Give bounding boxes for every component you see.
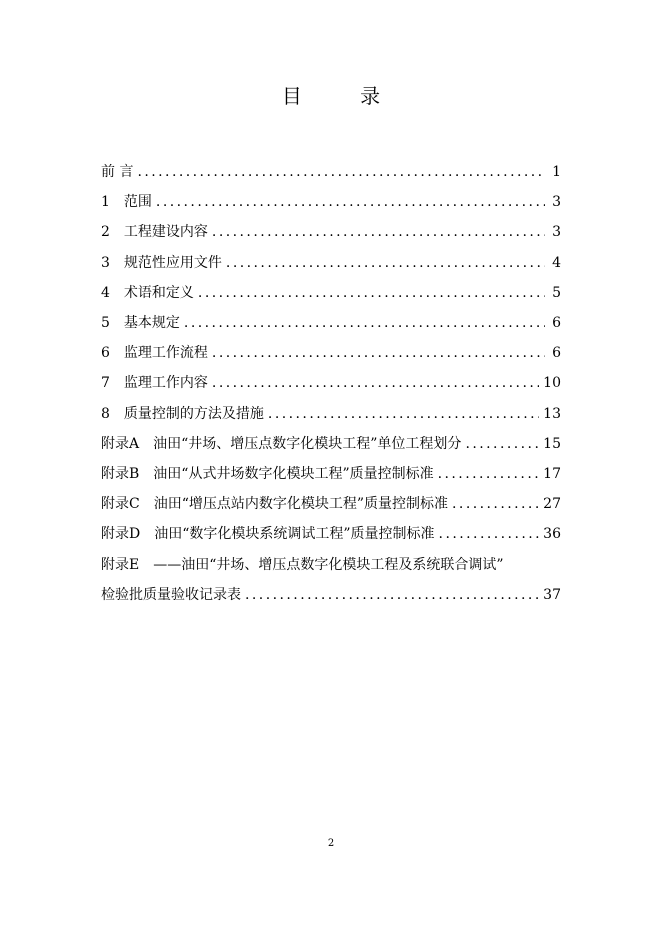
toc-entry[interactable] [101,217,561,247]
toc-entry-page: 27 [543,496,561,513]
toc-entry[interactable] [101,368,561,398]
toc-entry-label: 1 范围 [101,194,152,211]
toc-leader [439,525,540,543]
toc-leader [245,586,539,604]
toc-entry-page: 13 [543,405,561,422]
toc-leader [137,163,545,181]
toc-leader [156,193,545,211]
toc-entry-page: 1 [552,164,561,181]
toc-leader [465,435,539,453]
toc-leader [198,284,545,302]
toc-entry-page: 3 [552,194,561,211]
toc-leader [268,405,539,423]
toc-entry[interactable] [101,248,561,278]
toc-leader [226,254,545,272]
toc-entry-page: 17 [543,465,561,482]
toc-entry-label: 8 质量控制的方法及措施 [101,405,264,422]
toc-entry-label: 附录B 油田“从式井场数字化模块工程”质量控制标准 [101,465,434,482]
table-of-contents [101,157,561,610]
toc-entry-page: 15 [543,435,561,452]
toc-entry[interactable] [101,489,561,519]
toc-leader [438,465,540,483]
toc-entry-label: 2 工程建设内容 [101,224,208,241]
toc-leader [212,374,539,392]
toc-entry-label: 7 监理工作内容 [101,375,208,392]
toc-entry-label: 5 基本规定 [101,315,180,332]
toc-entry-page: 6 [552,345,561,362]
page-number: 2 [327,838,335,849]
toc-entry[interactable] [101,187,561,217]
toc-entry[interactable] [101,459,561,489]
toc-entry[interactable] [101,157,561,187]
toc-leader [452,495,539,513]
toc-entry[interactable] [101,580,561,610]
toc-entry-label: 附录A 油田“井场、增压点数字化模块工程”单位工程划分 [101,435,462,452]
toc-entry-page: 4 [552,254,561,271]
toc-entry[interactable] [101,338,561,368]
toc-entry-page: 5 [552,284,561,301]
toc-entry-page: 3 [552,224,561,241]
toc-entry-page: 6 [552,315,561,332]
toc-entry-label: 前 言 [101,164,134,181]
toc-entry[interactable] [101,519,561,549]
toc-entry-label: 附录E ——油田“井场、增压点数字化模块工程及系统联合调试” [101,556,504,573]
toc-entry-page: 37 [543,586,561,603]
toc-entry-label: 附录C 油田“增压点站内数字化模块工程”质量控制标准 [101,496,449,513]
toc-entry[interactable] [101,308,561,338]
toc-entry-page: 36 [543,526,561,543]
toc-leader [184,314,545,332]
toc-entry[interactable] [101,549,561,579]
toc-entry-label: 6 监理工作流程 [101,345,208,362]
toc-entry-label: 附录D 油田“数字化模块系统调试工程”质量控制标准 [101,526,435,543]
page-title: 目 录 [281,84,407,108]
toc-entry[interactable] [101,399,561,429]
toc-entry-label: 3 规范性应用文件 [101,254,222,271]
toc-leader [212,344,545,362]
toc-entry-label: 4 术语和定义 [101,284,194,301]
toc-entry-page: 10 [543,375,561,392]
toc-leader [212,223,545,241]
toc-entry-label: 检验批质量验收记录表 [101,586,241,603]
toc-entry[interactable] [101,429,561,459]
toc-entry[interactable] [101,278,561,308]
